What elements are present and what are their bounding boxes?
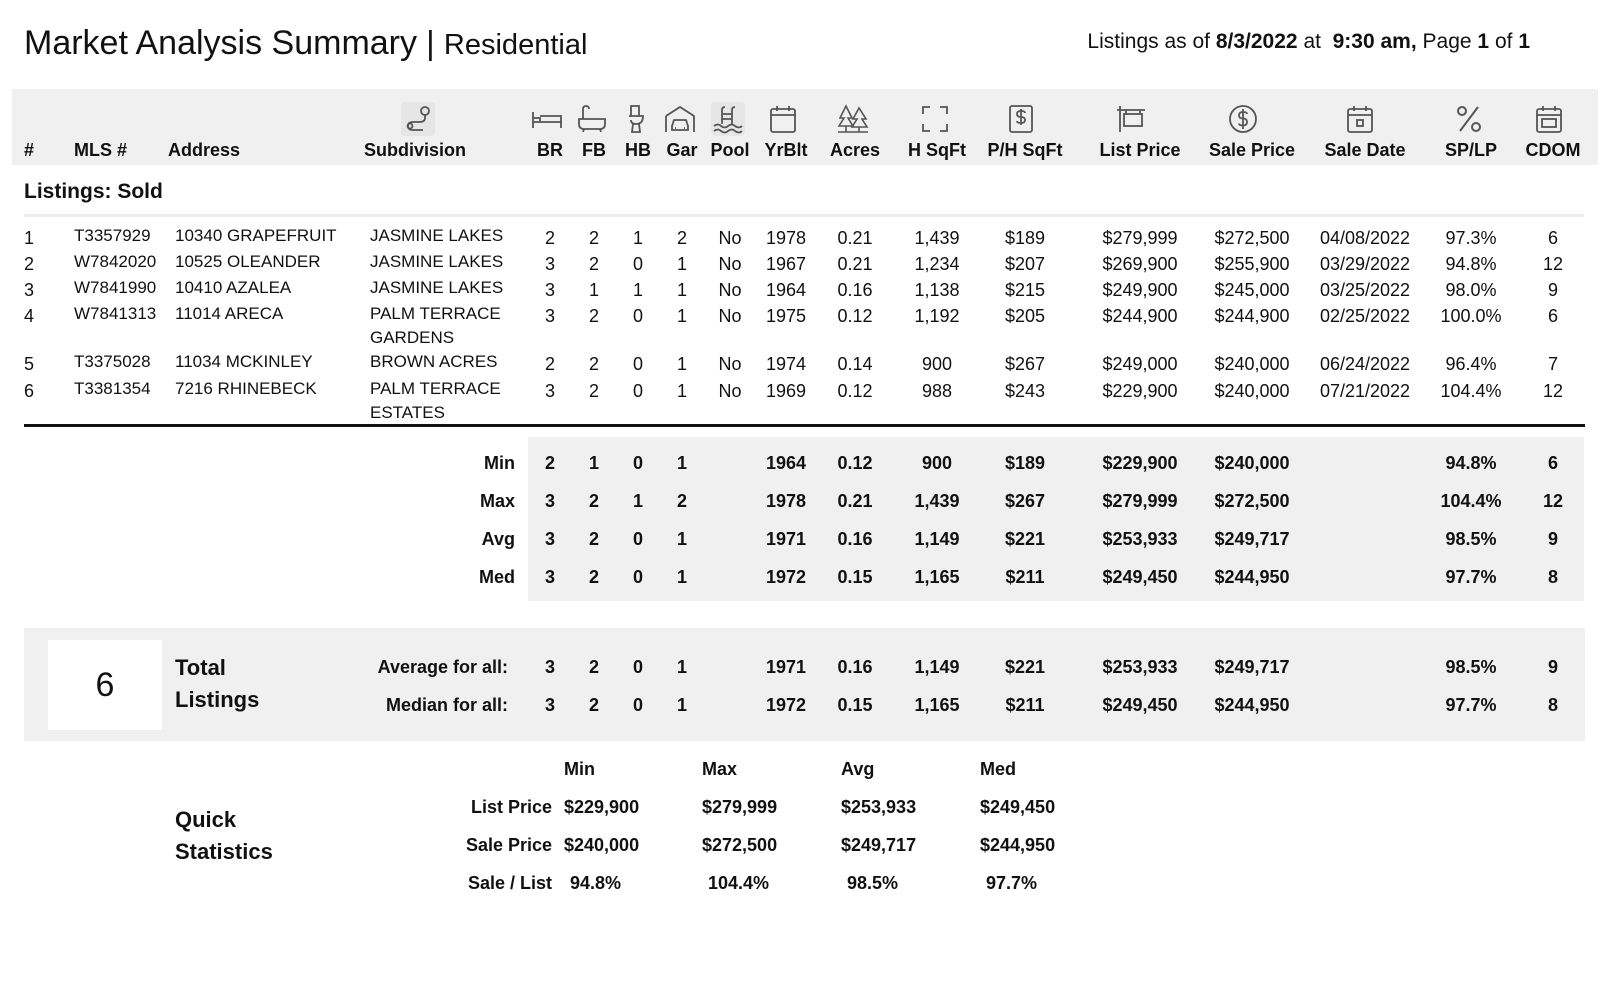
cell-br: 3 [544,280,556,300]
percent-icon [1452,102,1486,136]
cell-pool: No [718,228,742,248]
totals-fb: 2 [588,695,600,715]
cell-br: 2 [544,228,556,248]
quick-value: $249,717 [841,835,917,855]
col-sale-date: Sale Date [1324,140,1406,160]
calendar-date-icon [1343,102,1377,136]
cell-br: 3 [544,254,556,274]
totals-br: 3 [544,657,556,677]
cell-phsqft: $189 [1004,228,1046,248]
address: 10340 GRAPEFRUIT [175,226,337,245]
quick-value: $240,000 [564,835,640,855]
quick-statistics-title [175,804,273,868]
cell-list: $229,900 [1102,381,1178,401]
col-pool: Pool [710,140,750,160]
page-label: Page [1422,30,1472,53]
stat-yrblt: 1978 [765,491,807,511]
col-list-price: List Price [1099,140,1181,160]
section-divider [24,214,1584,217]
cell-hsqft: 1,439 [914,228,960,248]
cell-acres: 0.21 [837,228,873,248]
subdivision: JASMINE LAKES [370,252,504,271]
mls-number: W7841313 [74,304,157,323]
cell-gar: 1 [676,280,688,300]
stat-hb: 0 [632,529,644,549]
quick-title-line1: Quick [175,807,237,832]
cell-splp: 98.0% [1445,280,1497,300]
cell-cdom: 6 [1547,228,1559,248]
total-listings-label [175,652,259,716]
cell-br: 3 [544,306,556,326]
col-num: # [24,140,35,160]
totals-phsqft: $211 [1005,695,1045,715]
cell-cdom: 9 [1547,280,1559,300]
stat-br: 3 [544,529,556,549]
totals-acres: 0.16 [837,657,873,677]
quick-value: $249,450 [980,797,1056,817]
cell-list: $269,900 [1102,254,1178,274]
address: 10525 OLEANDER [175,252,321,271]
cell-sale: $255,900 [1214,254,1290,274]
cell-pool: No [718,306,742,326]
cell-fb: 2 [588,354,600,374]
cell-cdom: 12 [1542,254,1564,274]
cell-sale: $272,500 [1214,228,1290,248]
cell-phsqft: $205 [1004,306,1046,326]
toilet-icon [619,102,653,136]
stat-yrblt: 1972 [765,567,807,587]
stat-sale: $249,717 [1214,529,1290,549]
col-acres: Acres [829,140,881,160]
asof-prefix: Listings as of [1087,30,1210,53]
cell-hb: 1 [632,228,644,248]
stat-gar: 1 [676,529,688,549]
quick-value: $272,500 [702,835,778,855]
stat-acres: 0.15 [837,567,873,587]
quick-value: $244,950 [980,835,1056,855]
stat-splp: 97.7% [1445,567,1497,587]
listings-as-of [1087,30,1530,54]
cell-sale: $240,000 [1214,354,1290,374]
stat-br: 3 [544,491,556,511]
totals-br: 3 [544,695,556,715]
totals-phsqft: $221 [1004,657,1046,677]
cell-gar: 1 [676,381,688,401]
cell-hsqft: 1,138 [914,280,960,300]
total-count: 6 [48,640,162,730]
cell-sale: $240,000 [1214,381,1290,401]
stat-br: 2 [544,453,556,473]
report-subtitle: Residential [443,29,588,61]
cell-sale: $245,000 [1214,280,1290,300]
stat-cdom: 12 [1542,491,1564,511]
totals-label: Median for all: [385,695,508,715]
stat-list: $249,450 [1102,567,1178,587]
cell-saledate: 06/24/2022 [1319,354,1411,374]
stat-phsqft: $221 [1004,529,1046,549]
mls-number: W7842020 [74,252,157,271]
stat-hb: 0 [632,567,644,587]
asof-time: 9:30 am, [1332,30,1417,53]
cell-yrblt: 1969 [765,381,807,401]
cell-br: 3 [544,381,556,401]
cell-fb: 2 [588,306,600,326]
cell-pool: No [718,354,742,374]
row-number: 2 [24,254,35,274]
dollar-circle-icon [1226,102,1260,136]
cell-cdom: 12 [1542,381,1564,401]
cell-fb: 2 [588,254,600,274]
total-label-line1: Total [175,655,226,680]
cell-saledate: 03/25/2022 [1319,280,1411,300]
totals-gar: 1 [676,695,688,715]
cell-pool: No [718,381,742,401]
totals-hsqft: 1,149 [914,657,960,677]
stat-phsqft: $267 [1004,491,1046,511]
row-number: 1 [24,228,35,248]
totals-list: $249,450 [1102,695,1178,715]
cell-gar: 1 [676,306,688,326]
cell-cdom: 6 [1547,306,1559,326]
trees-icon [836,102,870,136]
cell-fb: 2 [588,228,600,248]
col-cdom: CDOM [1525,140,1581,160]
totals-cdom: 9 [1547,657,1559,677]
totals-splp: 97.7% [1445,695,1497,715]
stat-fb: 2 [588,567,600,587]
cell-hb: 0 [632,254,644,274]
mls-number: T3381354 [74,379,151,398]
totals-list: $253,933 [1102,657,1178,677]
col-hsqft: H SqFt [908,140,966,160]
totals-hsqft: 1,165 [914,695,960,715]
quick-value: $253,933 [841,797,917,817]
stat-phsqft: $189 [1004,453,1046,473]
cell-hb: 0 [632,306,644,326]
cell-hb: 1 [632,280,644,300]
cell-saledate: 03/29/2022 [1319,254,1411,274]
stat-acres: 0.21 [837,491,873,511]
stat-phsqft: $211 [1005,567,1045,587]
stat-sale: $244,950 [1214,567,1290,587]
for-sale-sign-icon [1114,102,1148,136]
cell-saledate: 04/08/2022 [1319,228,1411,248]
address: 11014 ARECA [175,304,284,323]
totals-yrblt: 1972 [765,695,807,715]
cell-hsqft: 988 [921,381,953,401]
quick-title-line2: Statistics [175,839,273,864]
cell-list: $244,900 [1102,306,1178,326]
col-subdivision: Subdivision [364,140,467,160]
quick-value: $229,900 [564,797,640,817]
col-phsqft: P/H SqFt [987,140,1063,160]
cell-list: $249,900 [1102,280,1178,300]
cell-hsqft: 1,234 [914,254,960,274]
expand-square-icon [918,102,952,136]
page-of: of [1494,30,1513,53]
stat-acres: 0.16 [837,529,873,549]
stat-fb: 2 [588,529,600,549]
stat-hsqft: 900 [921,453,953,473]
stat-splp: 98.5% [1445,529,1497,549]
col-splp: SP/LP [1444,140,1498,160]
map-route-icon [401,102,435,136]
subdivision: JASMINE LAKES [370,226,504,245]
cell-gar: 1 [676,254,688,274]
stat-hsqft: 1,439 [914,491,960,511]
stat-yrblt: 1971 [765,529,807,549]
table-bottom-rule [24,424,1585,427]
totals-hb: 0 [632,657,644,677]
cell-yrblt: 1967 [765,254,807,274]
title-separator: | [426,24,435,61]
quick-value: 104.4% [708,873,770,893]
bathtub-icon [575,102,609,136]
cell-phsqft: $207 [1004,254,1046,274]
cell-yrblt: 1974 [765,354,807,374]
quick-header: Avg [841,759,875,779]
cell-hb: 0 [632,354,644,374]
cell-fb: 2 [588,381,600,401]
garage-car-icon [663,102,697,136]
cell-fb: 1 [588,280,600,300]
stat-sale: $272,500 [1214,491,1290,511]
mls-number: T3357929 [74,226,151,245]
row-number: 6 [24,381,35,401]
stat-br: 3 [544,567,556,587]
mls-number: W7841990 [74,278,157,297]
stat-acres: 0.12 [837,453,873,473]
cell-splp: 97.3% [1445,228,1497,248]
col-mls: MLS # [74,140,128,160]
asof-date: 8/3/2022 [1215,30,1298,53]
totals-gar: 1 [676,657,688,677]
cell-pool: No [718,254,742,274]
col-gar: Gar [666,140,698,160]
stat-gar: 2 [676,491,688,511]
stat-splp: 104.4% [1440,491,1502,511]
quick-row-label: Sale / List [467,873,552,893]
cell-splp: 100.0% [1440,306,1502,326]
cell-saledate: 02/25/2022 [1319,306,1411,326]
cell-splp: 104.4% [1440,381,1502,401]
quick-header: Max [702,759,738,779]
stat-label: Avg [481,529,515,549]
cell-phsqft: $267 [1004,354,1046,374]
cell-cdom: 7 [1547,354,1559,374]
total-label-line2: Listings [175,687,260,712]
totals-splp: 98.5% [1445,657,1497,677]
cell-acres: 0.12 [837,381,873,401]
page-total: 1 [1518,30,1530,53]
totals-yrblt: 1971 [765,657,807,677]
address: 7216 RHINEBECK [175,379,317,398]
quick-value: 94.8% [570,873,622,893]
stat-cdom: 6 [1547,453,1559,473]
stat-cdom: 8 [1547,567,1559,587]
totals-hb: 0 [632,695,644,715]
stat-hb: 1 [632,491,644,511]
report-title: Market Analysis Summary [24,24,417,62]
stat-hb: 0 [632,453,644,473]
quick-row-label: Sale Price [465,835,552,855]
quick-value: 98.5% [847,873,899,893]
cell-gar: 2 [676,228,688,248]
stat-fb: 2 [588,491,600,511]
totals-label: Average for all: [377,657,508,677]
row-number: 3 [24,280,35,300]
stat-hsqft: 1,149 [914,529,960,549]
stat-list: $253,933 [1102,529,1178,549]
cell-acres: 0.12 [837,306,873,326]
quick-header: Med [980,759,1016,779]
asof-at: at [1303,30,1321,53]
totals-cdom: 8 [1547,695,1559,715]
stat-label: Med [479,567,515,587]
col-fb: FB [582,140,606,160]
stat-yrblt: 1964 [765,453,807,473]
row-number: 5 [24,354,35,374]
pool-icon [711,102,745,136]
cell-br: 2 [544,354,556,374]
subdivision: PALM TERRACE [370,379,501,398]
col-hb: HB [625,140,651,160]
bed-icon [530,102,564,136]
totals-sale: $244,950 [1214,695,1290,715]
stat-gar: 1 [676,453,688,473]
subdivision-line2: ESTATES [370,403,445,422]
stat-cdom: 9 [1547,529,1559,549]
cell-phsqft: $243 [1004,381,1046,401]
stat-label: Max [479,491,515,511]
stat-gar: 1 [676,567,688,587]
col-yrblt: YrBlt [764,140,808,160]
stat-label: Min [484,453,515,473]
calendar-icon [766,102,800,136]
subdivision: PALM TERRACE [370,304,501,323]
cell-acres: 0.16 [837,280,873,300]
section-label: Listings: Sold [24,180,163,203]
row-number: 4 [24,306,35,326]
subdivision-line2: GARDENS [370,328,455,347]
quick-value: $279,999 [702,797,778,817]
cell-hb: 0 [632,381,644,401]
cell-acres: 0.21 [837,254,873,274]
totals-acres: 0.15 [837,695,873,715]
cell-phsqft: $215 [1004,280,1046,300]
totals-sale: $249,717 [1214,657,1290,677]
cell-yrblt: 1964 [765,280,807,300]
cell-yrblt: 1978 [765,228,807,248]
stat-hsqft: 1,165 [914,567,960,587]
cell-splp: 96.4% [1445,354,1497,374]
dollar-document-icon [1004,102,1038,136]
stat-splp: 94.8% [1445,453,1497,473]
subdivision: BROWN ACRES [370,352,498,371]
calendar-days-icon [1532,102,1566,136]
quick-row-label: List Price [470,797,552,817]
stat-list: $229,900 [1102,453,1178,473]
col-sale-price: Sale Price [1208,140,1296,160]
stat-sale: $240,000 [1214,453,1290,473]
cell-sale: $244,900 [1214,306,1290,326]
page-title [24,24,587,63]
col-br: BR [537,140,563,160]
quick-header: Min [564,759,595,779]
cell-pool: No [718,280,742,300]
cell-acres: 0.14 [837,354,873,374]
totals-fb: 2 [588,657,600,677]
mls-number: T3375028 [74,352,151,371]
cell-saledate: 07/21/2022 [1319,381,1411,401]
cell-hsqft: 900 [921,354,953,374]
address: 10410 AZALEA [175,278,292,297]
address: 11034 MCKINLEY [175,352,313,371]
page-number: 1 [1477,30,1490,53]
cell-list: $279,999 [1102,228,1178,248]
cell-yrblt: 1975 [765,306,807,326]
quick-value: 97.7% [986,873,1038,893]
stat-list: $279,999 [1102,491,1178,511]
subdivision: JASMINE LAKES [370,278,504,297]
stat-fb: 1 [588,453,600,473]
cell-splp: 94.8% [1445,254,1497,274]
cell-hsqft: 1,192 [914,306,960,326]
cell-list: $249,000 [1102,354,1178,374]
cell-gar: 1 [676,354,688,374]
col-address: Address [168,140,241,160]
